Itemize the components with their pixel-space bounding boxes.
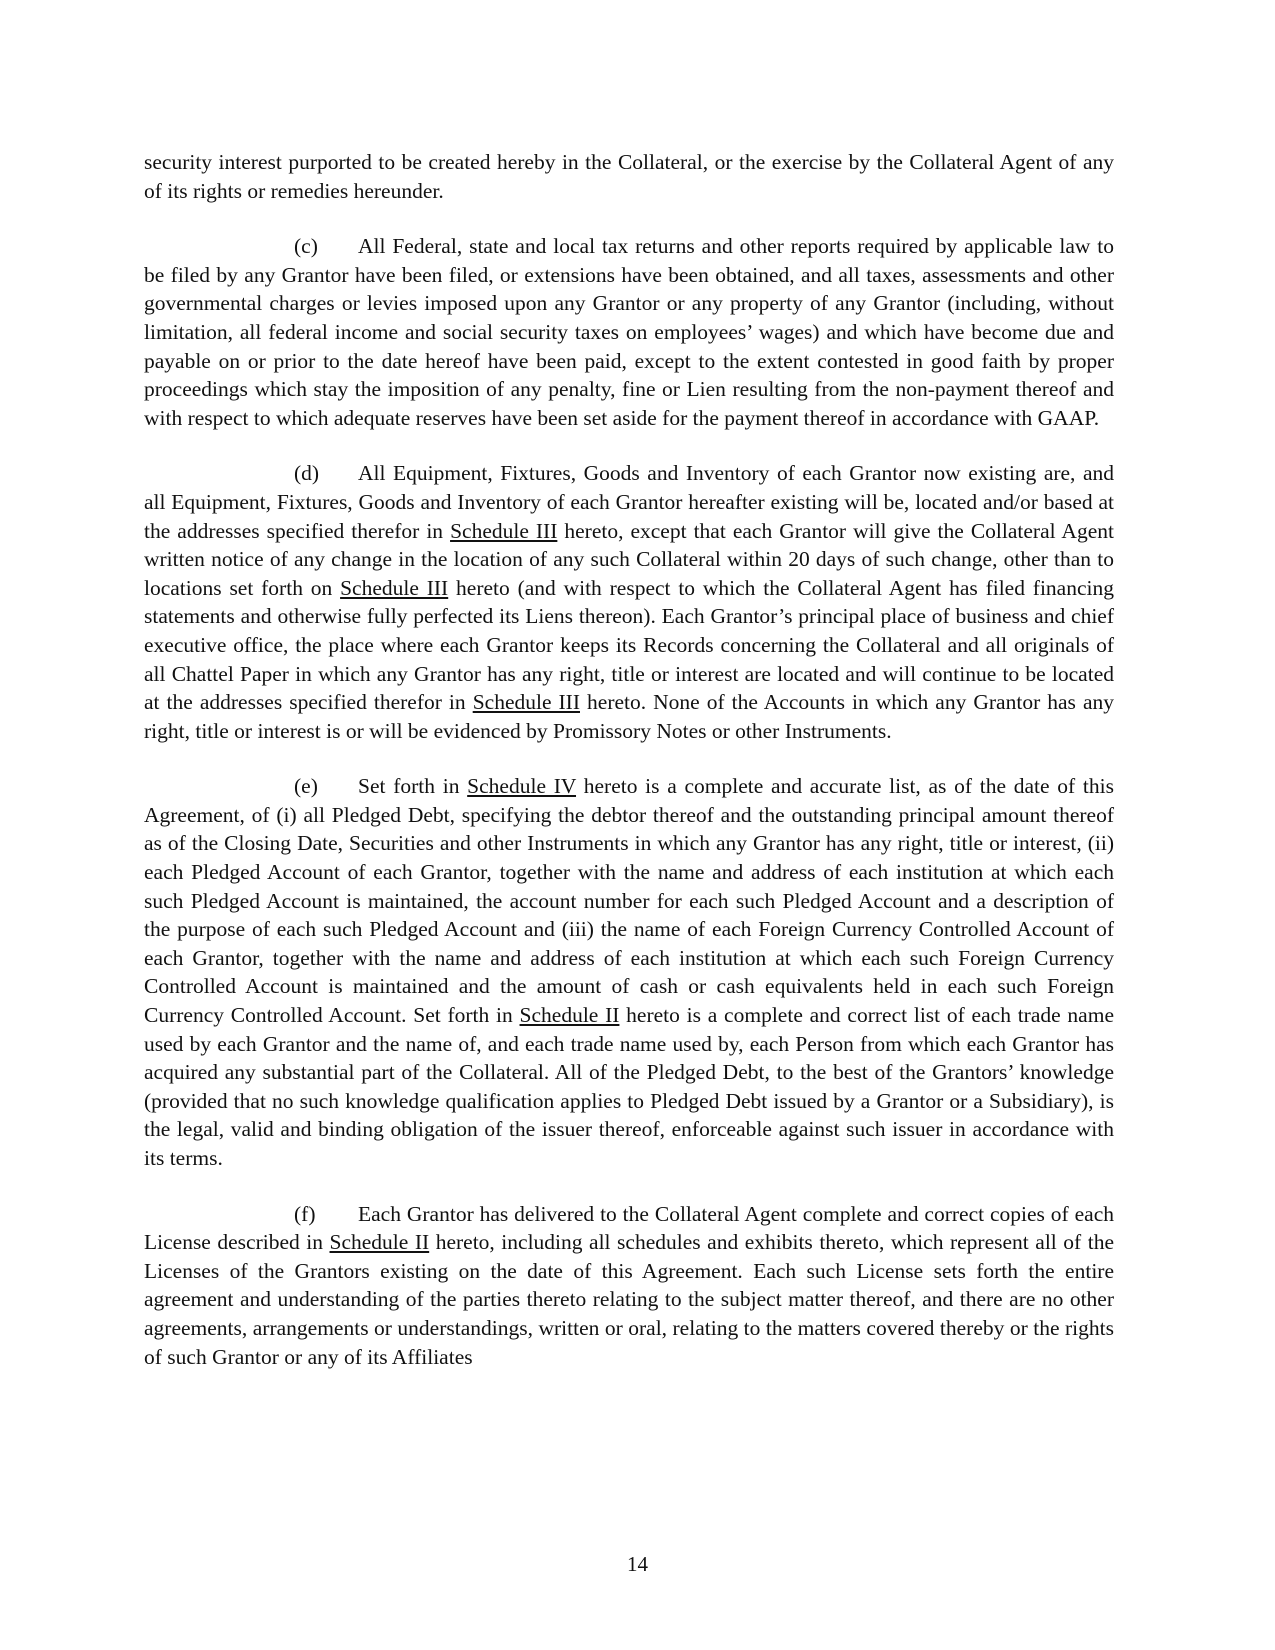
- paragraph-text: hereto, including all schedules and exhibits thereto, which represent all of the Licenses of the Grantors existing on the date of this Agreement. Each such License sets forth the entire agreement and understanding of the parties thereto relating to the subject matter thereof, and there are no other agreements, arrangements or understandings, written or oral, relating to the matters covered thereby or the rights of such Grantor or any of its Affiliates: [144, 1230, 1114, 1369]
- document-page: [144, 148, 1114, 1398]
- paragraph-e: [144, 772, 1114, 1172]
- schedule-reference: Schedule III: [340, 575, 449, 600]
- page-number: 14: [627, 1552, 648, 1576]
- paragraph-text: hereto. None of the Accounts in which any Grantor has any right, title or interest is or will be evidenced by Promissory Notes or other Instruments.: [144, 690, 1114, 743]
- paragraph-text: Each Grantor has delivered to the Collateral Agent complete and correct copies of each License described in: [144, 1201, 1114, 1255]
- schedule-reference: Schedule III: [450, 518, 558, 543]
- paragraph-text: hereto is a complete and accurate list, as of the date of this Agreement, of (i) all Pledged Debt, specifying the debtor thereof and the outstanding principal amount thereof as of the Closing Date, Securities and other Instruments in which any Grantor has any right, title or interest, (ii) each Pledged Account of each Grantor, together with the name and address of each institution at which each such Pledged Account is maintained, the account number for each such Pledged Account and a description of the purpose of each such Pledged Account and (iii) the name of each Foreign Currency Controlled Account of each Grantor, together with the name and address of each institution at which each such Foreign Currency Controlled Account is maintained and the amount of cash or cash equivalents held in each such Foreign Currency Controlled Account. Set forth in: [144, 774, 1115, 1028]
- paragraph-label: (f): [294, 1201, 316, 1226]
- paragraph-label: (c): [294, 234, 318, 259]
- paragraph-text: hereto is a complete and correct list of each trade name used by each Grantor and the name of, and each trade name used by, each Person from which each Grantor has acquired any substantial part of the Collateral. All of the Pledged Debt, to the best of the Grantors’ knowledge (provided that no such knowledge qualification applies to Pledged Debt issued by a Grantor or a Subsidiary), is the legal, valid and binding obligation of the issuer thereof, enforceable against such issuer in accordance with its terms.: [144, 1003, 1114, 1170]
- paragraph-f: [144, 1200, 1114, 1372]
- paragraph-text: Set forth in: [358, 774, 468, 799]
- paragraph-text: hereto (and with respect to which the Collateral Agent has filed financing statements and otherwise fully perfected its Liens thereon). Each Grantor’s principal place of business and chief executive office, the place where each Grantor keeps its Records concerning the Collateral and all originals of all Chattel Paper in which any Grantor has any right, title or interest are located and will continue to be located at the addresses specified therefor in: [144, 575, 1114, 715]
- paragraph-text: All Equipment, Fixtures, Goods and Inventory of each Grantor now existing are, and all Equipment, Fixtures, Goods and Inventory of each Grantor hereafter existing will be, located and/or based at the addresses specified therefor in: [144, 461, 1114, 543]
- paragraph-text: All Federal, state and local tax returns and other reports required by applicable law to be filed by any Grantor have been filed, or extensions have been obtained, and all taxes, assessments and other governmental charges or levies imposed upon any Grantor or any property of any Grantor (including, without limitation, all federal income and social security taxes on employees’ wages) and which have become due and payable on or prior to the date hereof have been paid, except to the extent contested in good faith by proper proceedings which stay the imposition of any penalty, fine or Lien resulting from the non-payment thereof and with respect to which adequate reserves have been set aside for the payment thereof in accordance with GAAP.: [144, 234, 1114, 430]
- schedule-reference: Schedule IV: [467, 774, 577, 799]
- schedule-reference: Schedule II: [519, 1003, 620, 1028]
- paragraph-c: [144, 232, 1114, 432]
- schedule-reference: Schedule III: [472, 690, 580, 715]
- paragraph-label: (d): [294, 461, 320, 486]
- paragraph-continuation: [144, 148, 1114, 205]
- paragraph-d: [144, 459, 1114, 745]
- paragraph-label: (e): [294, 774, 318, 799]
- paragraph-text: hereto, except that each Grantor will give the Collateral Agent written notice of any change in the location of any such Collateral within 20 days of such change, other than to locations set forth on: [144, 518, 1114, 600]
- schedule-reference: Schedule II: [329, 1230, 430, 1255]
- paragraph-text: security interest purported to be created hereby in the Collateral, or the exercise by the Collateral Agent of any of its rights or remedies hereunder.: [144, 150, 1114, 203]
